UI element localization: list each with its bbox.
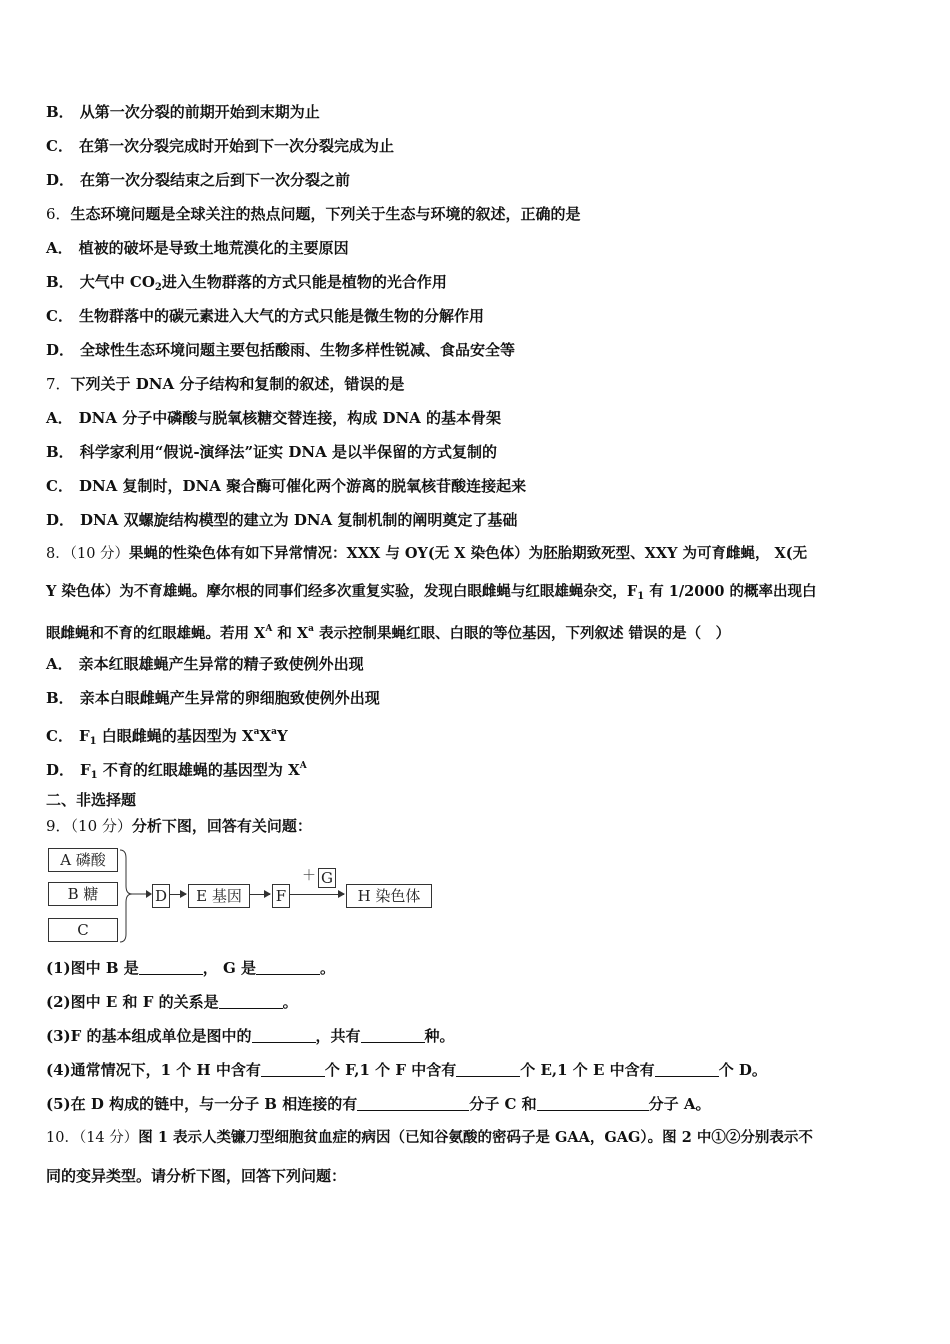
q8-stem-line-1: 8．（10 分）果蝇的性染色体有如下异常情况：XXX 与 OY(无 X 染色体）为胚胎期致死型、XXY 为可育雌蝇， X(无 <box>46 545 808 562</box>
q8-option-d: D． $F_1$ 不育的红眼雄蝇的基因型为 $X^A$ <box>46 761 307 781</box>
q9-sub-3: (3)F 的基本组成单位是图中的 ，共有 种。 <box>46 1027 455 1045</box>
q6-option-d: D． 全球性生态环境问题主要包括酸雨、生物多样性锐减、食品安全等 <box>46 341 516 359</box>
q9-sub-4: (4)通常情况下，1 个 H 中含有 个 F,1 个 F 中含有 个 E,1 个 E 中含有 个 D。 <box>46 1061 767 1079</box>
diagram-box-e: E 基因 <box>188 884 250 908</box>
q7-stem: 7．下列关于 DNA 分子结构和复制的叙述，错误的是 <box>46 375 405 393</box>
q8-stem-line-3: 眼雌蝇和不育的红眼雄蝇。若用 $X^A$ 和 $X^a$ 表示控制果蝇红眼、白眼的等位基因，下列叙述 错误的是（ ） <box>46 624 731 642</box>
q8-option-a: A． 亲本红眼雄蝇产生异常的精子致使例外出现 <box>46 655 364 673</box>
q6-stem: 6．生态环境问题是全球关注的热点问题，下列关于生态与环境的叙述，正确的是 <box>46 205 581 223</box>
answer-blank[interactable] <box>261 1061 325 1077</box>
q7-option-a: A． DNA 分子中磷酸与脱氧核糖交替连接，构成 DNA 的基本骨架 <box>46 409 502 427</box>
q7-option-c: C． DNA 复制时，DNA 聚合酶可催化两个游离的脱氧核苷酸连接起来 <box>46 477 527 495</box>
q7-option-b: B． 科学家利用“假说-演绎法”证实 DNA 是以半保留的方式复制的 <box>46 443 497 461</box>
q5-option-c: C． 在第一次分裂完成时开始到下一次分裂完成为止 <box>46 137 394 155</box>
q10-stem-line-2: 同的变异类型。请分析下图，回答下列问题： <box>46 1167 347 1185</box>
diagram-box-b: B 糖 <box>48 882 118 906</box>
answer-blank[interactable] <box>139 959 203 975</box>
diagram-box-a: A 磷酸 <box>48 848 118 872</box>
q5-option-d: D． 在第一次分裂结束之后到下一次分裂之前 <box>46 171 351 189</box>
answer-blank[interactable] <box>537 1095 649 1111</box>
diagram-box-d: D <box>152 884 170 908</box>
diagram-arrow-d-e <box>170 894 186 895</box>
diagram-plus: ＋ <box>302 868 316 884</box>
answer-blank[interactable] <box>456 1061 520 1077</box>
q6-option-c: C． 生物群落中的碳元素进入大气的方式只能是微生物的分解作用 <box>46 307 484 325</box>
q9-sub-1: (1)图中 B 是 ， G 是 。 <box>46 959 336 977</box>
q8-option-b: B． 亲本白眼雌蝇产生异常的卵细胞致使例外出现 <box>46 689 380 707</box>
q6-option-b: B． 大气中 $CO_2$进入生物群落的方式只能是植物的光合作用 <box>46 273 447 293</box>
diagram-box-f: F <box>272 884 290 908</box>
answer-blank[interactable] <box>219 993 283 1009</box>
q9-stem: 9．（10 分）分析下图，回答有关问题： <box>46 817 312 835</box>
q6-option-a: A． 植被的破坏是导致土地荒漠化的主要原因 <box>46 239 349 257</box>
q5-option-b: B． 从第一次分裂的前期开始到末期为止 <box>46 103 320 121</box>
answer-blank[interactable] <box>256 959 320 975</box>
diagram-box-h: H 染色体 <box>346 884 432 908</box>
q9-sub-2: (2)图中 E 和 F 的关系是 。 <box>46 993 298 1011</box>
diagram-box-g: G <box>318 868 336 888</box>
diagram-box-c: C <box>48 918 118 942</box>
q9-sub-5: (5)在 D 构成的链中，与一分子 B 相连接的有 分子 C 和 分子 A。 <box>46 1095 711 1113</box>
q8-option-c: C． $F_1$ 白眼雌蝇的基因型为 $X^aX^aY$ <box>46 727 288 747</box>
q7-option-d: D． DNA 双螺旋结构模型的建立为 DNA 复制机制的阐明奠定了基础 <box>46 511 518 529</box>
q8-stem-line-2: Y 染色体）为不育雄蝇。摩尔根的同事们经多次重复实验，发现白眼雌蝇与红眼雄蝇杂交，$F_1$ 有 1/2000 的概率出现白 <box>46 583 817 602</box>
section-heading: 二、非选择题 <box>46 791 137 809</box>
answer-blank[interactable] <box>252 1027 316 1043</box>
answer-blank[interactable] <box>357 1095 469 1111</box>
diagram-arrow-f-h <box>290 894 344 895</box>
diagram-brace <box>118 846 152 946</box>
answer-blank[interactable] <box>361 1027 425 1043</box>
q10-stem-line-1: 10．（14 分）图 1 表示人类镰刀型细胞贫血症的病因（已知谷氨酸的密码子是 GAA，GAG）。图 2 中①②分别表示不 <box>46 1129 813 1146</box>
answer-blank[interactable] <box>655 1061 719 1077</box>
diagram-arrow-e-f <box>250 894 270 895</box>
